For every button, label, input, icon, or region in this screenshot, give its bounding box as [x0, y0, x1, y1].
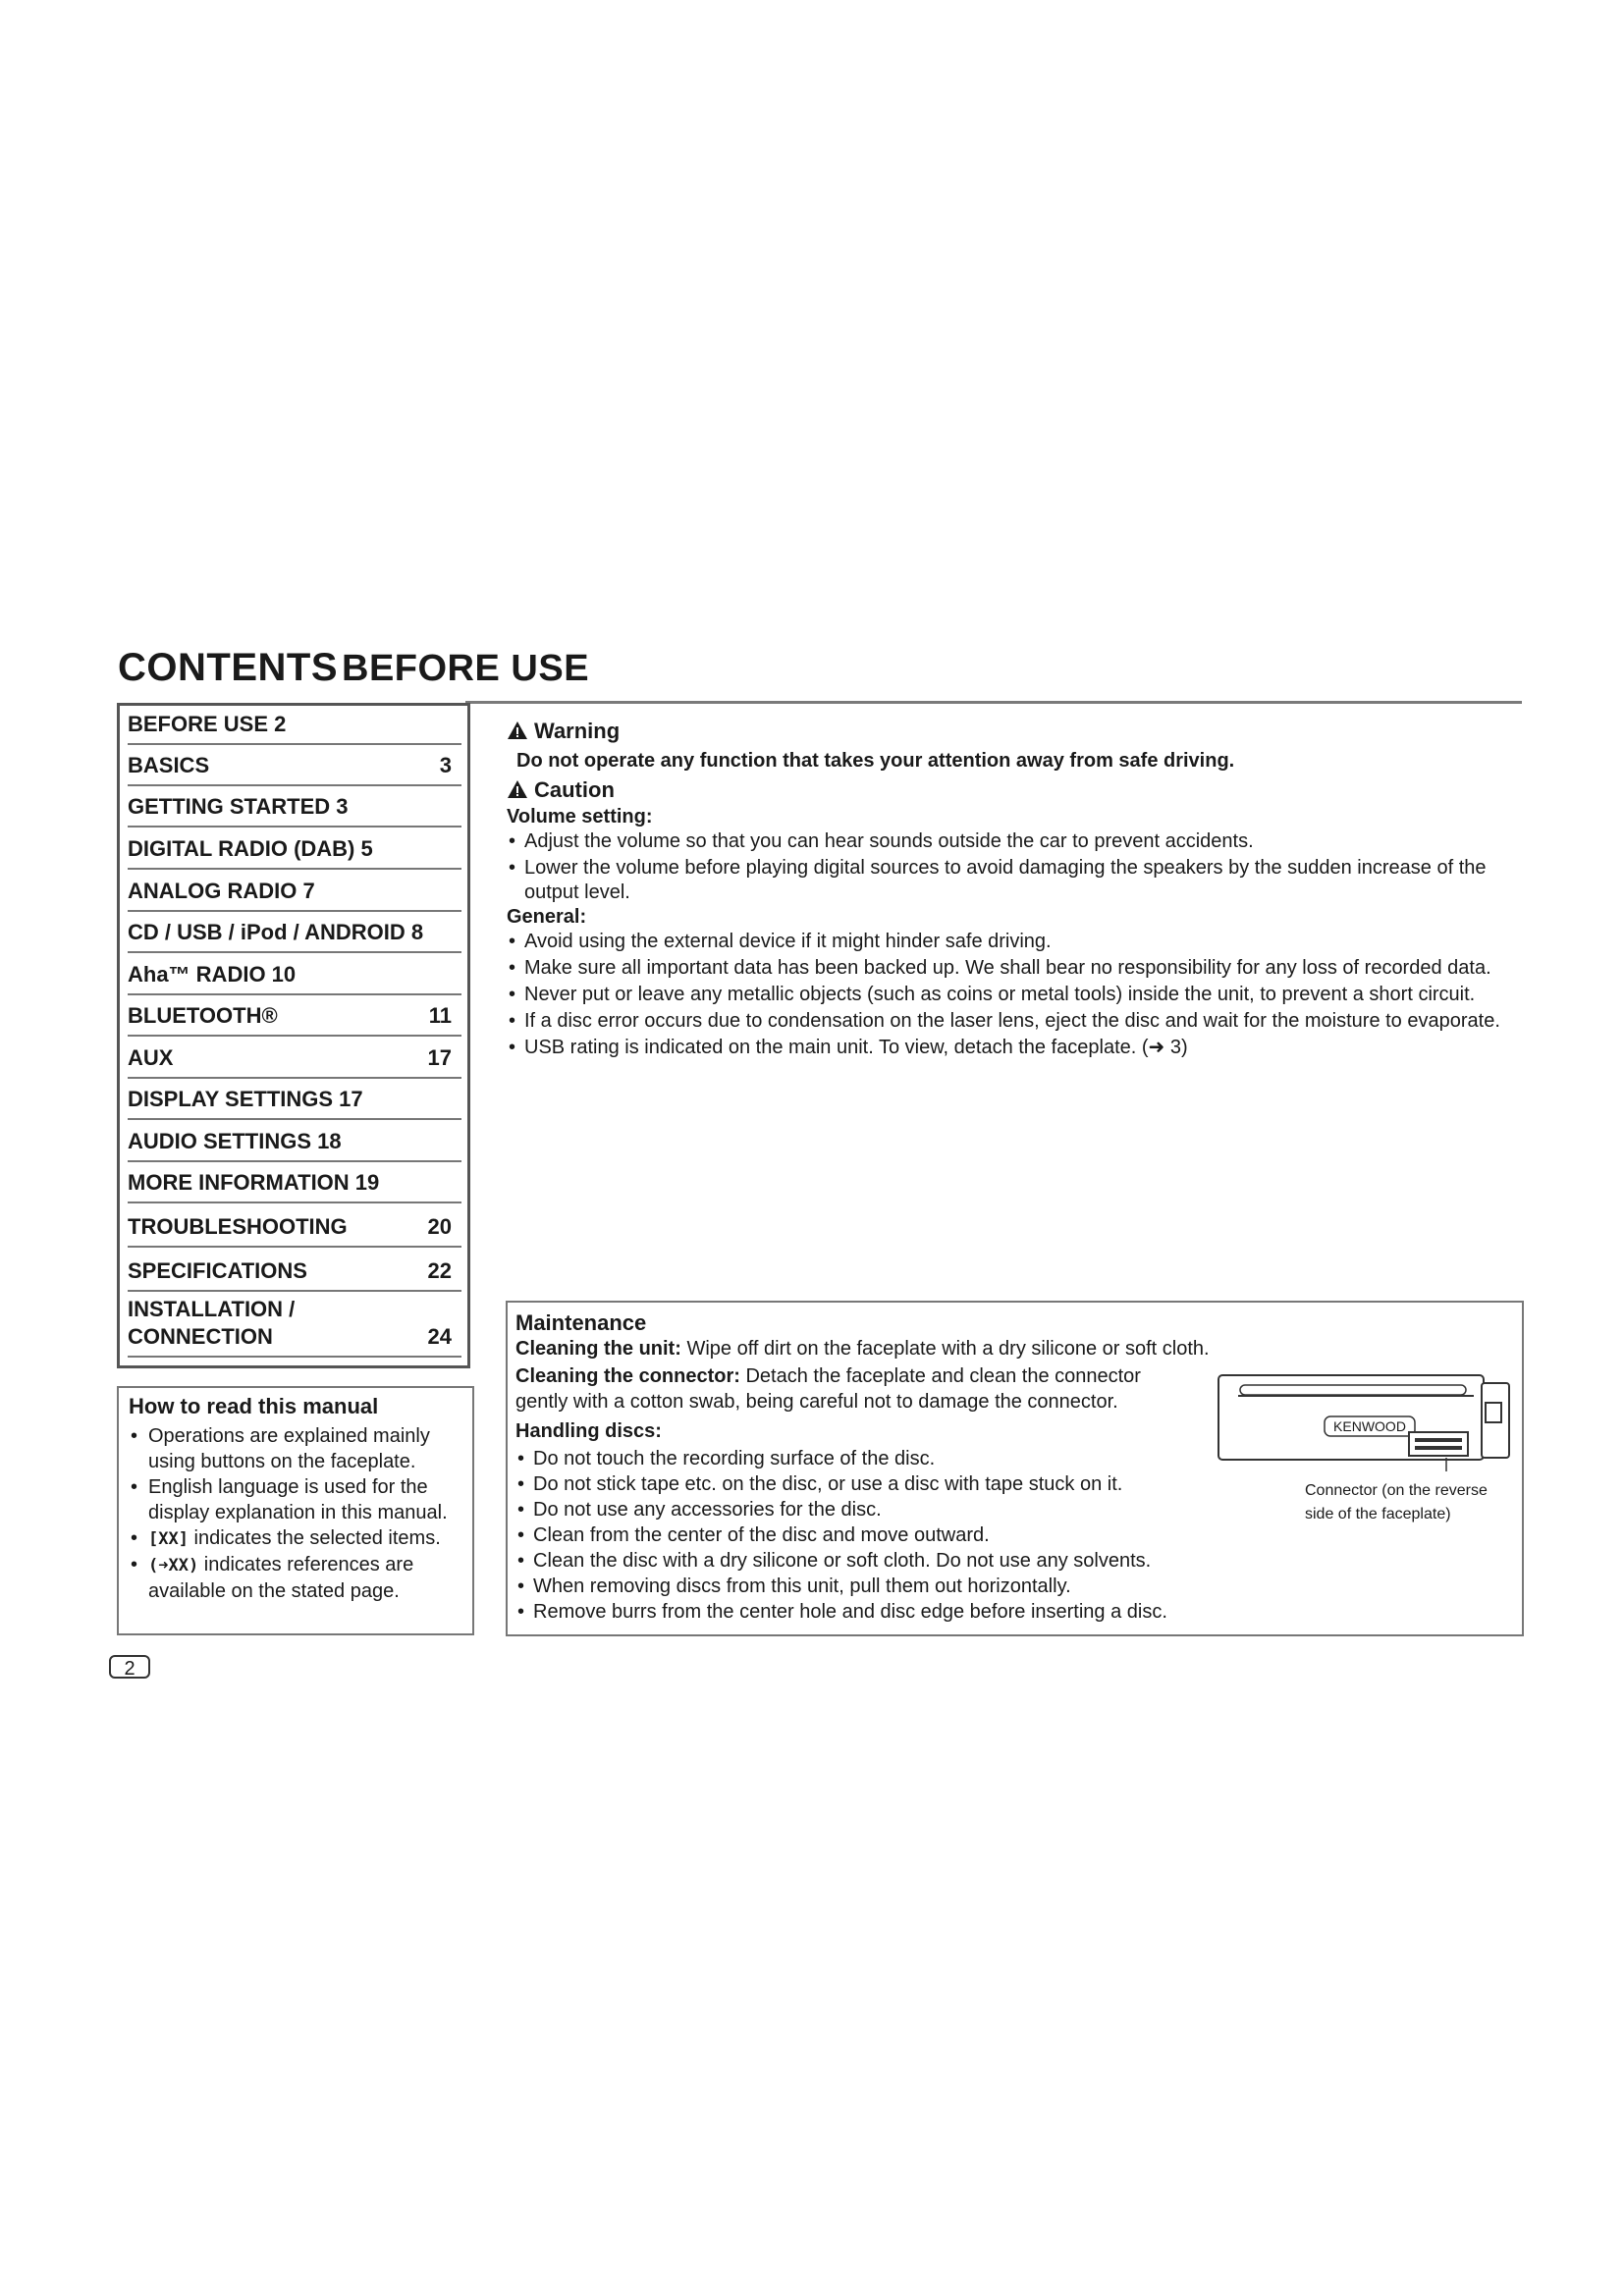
- toc-label: ANALOG RADIO 7: [128, 879, 315, 903]
- toc-item[interactable]: [128, 1162, 461, 1203]
- warning-heading: Warning: [507, 717, 1528, 746]
- toc-page: 22: [427, 1258, 452, 1283]
- toc-item[interactable]: [128, 953, 461, 995]
- toc-item[interactable]: [128, 1037, 461, 1079]
- brand-logo: KENWOOD: [1333, 1418, 1406, 1434]
- list-item: • [XX] indicates the selected items.: [131, 1527, 441, 1549]
- list-item: • Adjust the volume so that you can hear sounds outside the car to prevent accidents.: [509, 830, 1254, 852]
- toc-label: MORE INFORMATION 19: [128, 1170, 380, 1195]
- toc-label: GETTING STARTED 3: [128, 794, 349, 819]
- header-rule: [465, 701, 1522, 704]
- toc-item[interactable]: [128, 912, 461, 953]
- toc-label: BLUETOOTH®: [128, 1003, 278, 1028]
- list-item: • Never put or leave any metallic objects (such as coins or metal tools) inside the unit, to prevent a short circuit.: [509, 984, 1476, 1005]
- how-to-title: How to read this manual: [129, 1394, 379, 1418]
- list-item: • Lower the volume before playing digital sources to avoid damaging the speakers by the sudden increase of the output level.: [509, 857, 1487, 903]
- connector-caption: Connector (on the reverse side of the faceplate): [1305, 1482, 1488, 1522]
- page-number: 2: [109, 1655, 150, 1679]
- maintenance-title: Maintenance: [515, 1310, 647, 1335]
- toc-label: AUX: [128, 1045, 174, 1070]
- toc-label: BASICS: [128, 753, 210, 777]
- handling-heading: Handling discs:: [515, 1420, 662, 1442]
- toc-label: DISPLAY SETTINGS 17: [128, 1087, 363, 1111]
- list-item: • English language is used for the display explanation in this manual.: [131, 1476, 448, 1523]
- toc-label: TROUBLESHOOTING: [128, 1214, 348, 1239]
- list-item: • Make sure all important data has been backed up. We shall bear no responsibility for any loss of recorded data.: [509, 957, 1491, 979]
- list-item: • Avoid using the external device if it might hinder safe driving.: [509, 931, 1052, 952]
- caution-heading: Caution: [507, 775, 1528, 805]
- list-item: • Clean from the center of the disc and move outward.: [517, 1524, 990, 1546]
- caution-icon: [507, 779, 528, 799]
- how-to-read-box: [117, 1386, 474, 1635]
- title-section: BEFORE USE: [342, 648, 590, 689]
- toc-label: CD / USB / iPod / ANDROID 8: [128, 920, 424, 944]
- faceplate-illustration: [1217, 1373, 1513, 1471]
- cleaning-connector: Cleaning the connector: Detach the faceplate and clean the connector gently with a cotton swab, being careful not to damage the connector.: [515, 1365, 1141, 1413]
- toc-label: INSTALLATION /: [128, 1297, 296, 1321]
- page-title: [118, 646, 1522, 705]
- cleaning-unit: Cleaning the unit: Wipe off dirt on the faceplate with a dry silicone or soft cloth.: [515, 1338, 1210, 1360]
- contents-box: [117, 703, 470, 1368]
- ref-tag: (➜XX): [148, 1556, 199, 1575]
- volume-heading: Volume setting:: [507, 806, 653, 828]
- list-item: • When removing discs from this unit, pull them out horizontally.: [517, 1575, 1071, 1597]
- handling-list: [515, 1446, 1222, 1625]
- toc-page: 3: [439, 753, 452, 777]
- maintenance-box: [506, 1301, 1524, 1636]
- toc-item[interactable]: [128, 1292, 461, 1358]
- toc-label: BEFORE USE 2: [128, 712, 287, 736]
- toc-label: Aha™ RADIO 10: [128, 962, 297, 987]
- title-contents: CONTENTS: [118, 646, 338, 689]
- toc-item[interactable]: [128, 1203, 461, 1248]
- toc-page: 20: [427, 1214, 452, 1239]
- toc-label: AUDIO SETTINGS 18: [128, 1129, 342, 1153]
- toc-item[interactable]: [128, 786, 461, 828]
- list-item: • If a disc error occurs due to condensation on the laser lens, eject the disc and wait for the moisture to evaporate.: [509, 1010, 1500, 1032]
- toc-page: 17: [427, 1045, 452, 1070]
- list-item: • Remove burrs from the center hole and disc edge before inserting a disc.: [517, 1601, 1167, 1623]
- toc-page: 24: [427, 1324, 452, 1349]
- list-item: • Do not stick tape etc. on the disc, or use a disc with tape stuck on it.: [517, 1473, 1123, 1495]
- toc-label: DIGITAL RADIO (DAB) 5: [128, 836, 373, 861]
- toc-item[interactable]: [128, 706, 461, 745]
- toc-item[interactable]: [128, 995, 461, 1037]
- toc-item[interactable]: [128, 745, 461, 786]
- toc-item[interactable]: [128, 828, 461, 870]
- list-item: • (➜XX) indicates references are available on the stated page.: [131, 1554, 414, 1602]
- list-item: • Do not use any accessories for the disc.: [517, 1499, 882, 1521]
- list-item: • Clean the disc with a dry silicone or soft cloth. Do not use any solvents.: [517, 1550, 1152, 1572]
- volume-list: [507, 829, 1528, 905]
- warning-icon: [507, 721, 528, 740]
- general-heading: General:: [507, 906, 587, 928]
- list-item: • Operations are explained mainly using buttons on the faceplate.: [131, 1425, 430, 1472]
- xx-tag: [XX]: [148, 1529, 189, 1549]
- general-list: [507, 930, 1528, 1060]
- warning-text: Do not operate any function that takes your attention away from safe driving.: [516, 750, 1235, 772]
- toc-item[interactable]: [128, 1079, 461, 1120]
- list-item: • USB rating is indicated on the main unit. To view, detach the faceplate. (➜ 3): [509, 1037, 1188, 1058]
- list-item: • Do not touch the recording surface of the disc.: [517, 1448, 936, 1469]
- toc-label: SPECIFICATIONS: [128, 1258, 307, 1283]
- safety-section: [507, 717, 1528, 1060]
- toc-item[interactable]: [128, 1248, 461, 1292]
- toc-page: 11: [428, 1003, 452, 1028]
- toc-label-line2: CONNECTION: [128, 1324, 273, 1349]
- toc-item[interactable]: [128, 870, 461, 912]
- toc-item[interactable]: [128, 1120, 461, 1162]
